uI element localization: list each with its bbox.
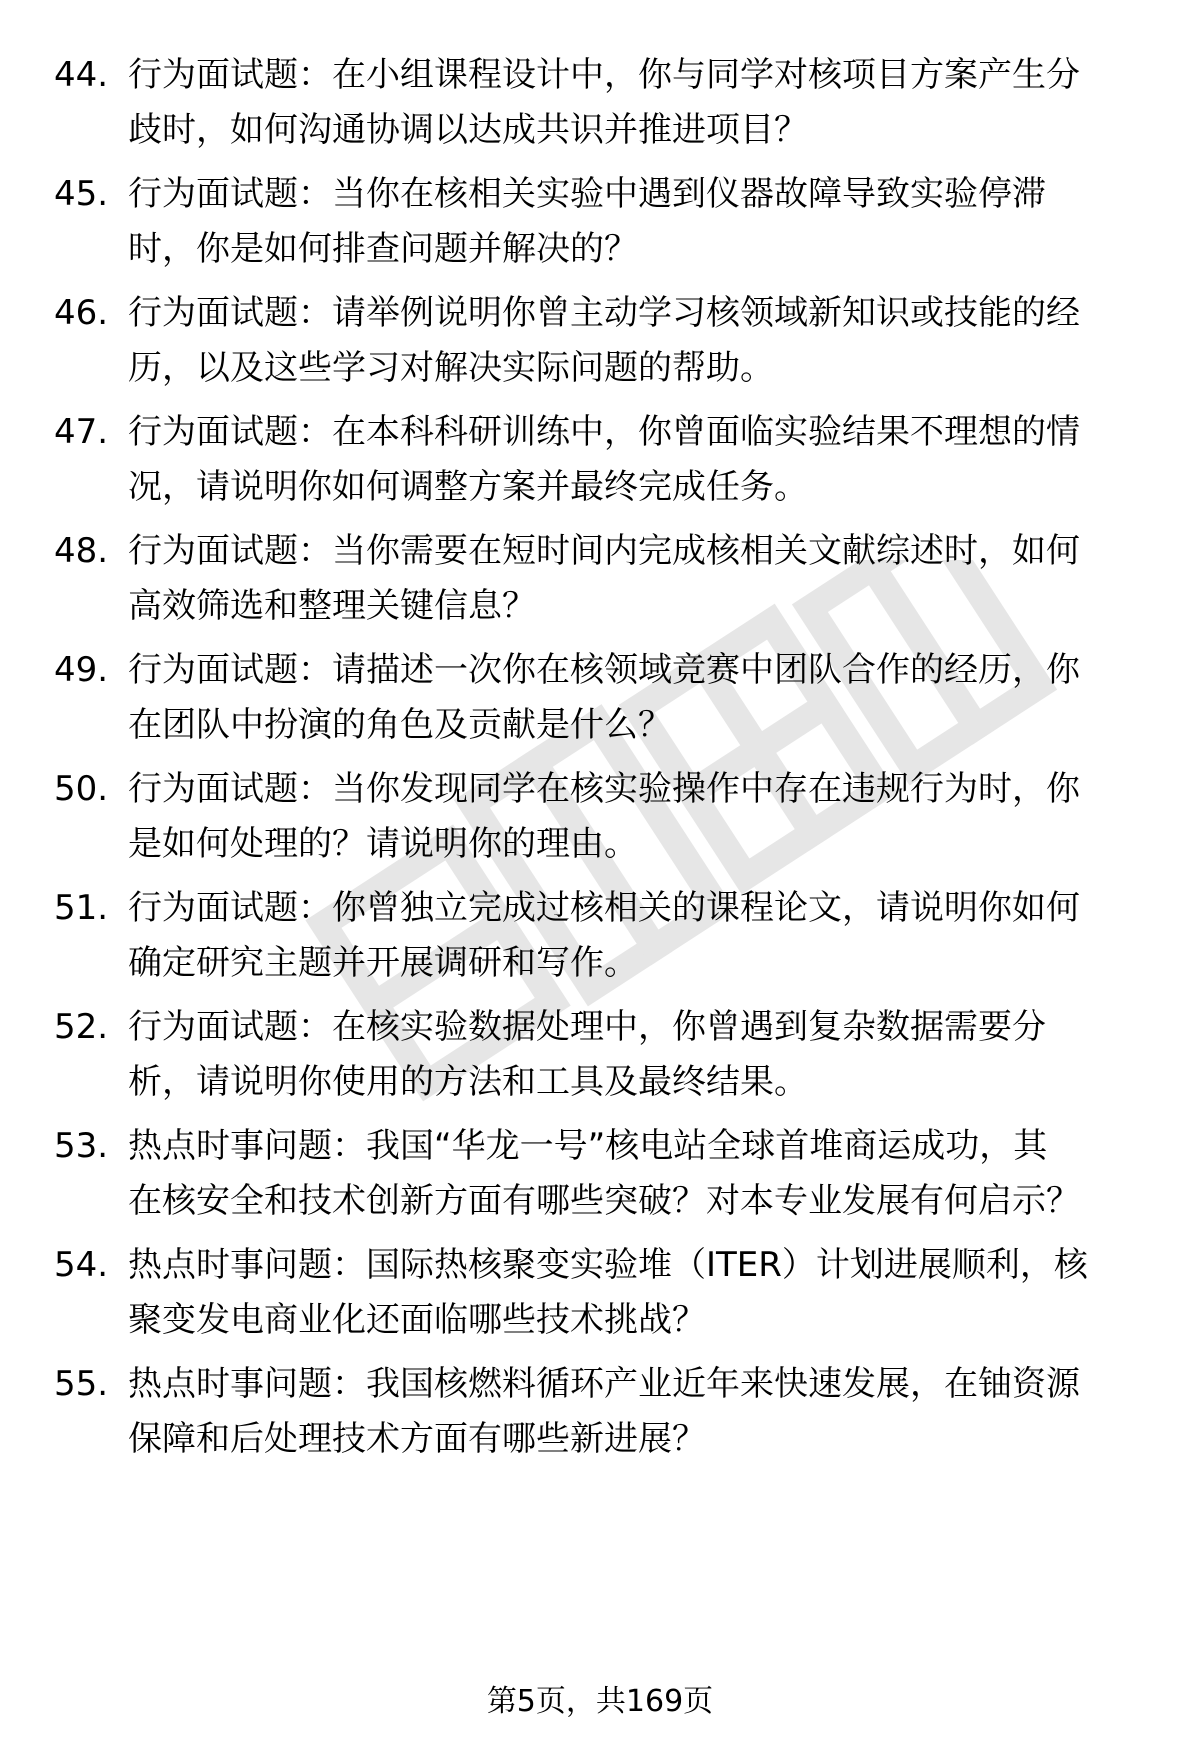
item-text-line: 时，你是如何排查问题并解决的？ bbox=[128, 229, 638, 269]
item-text-line: 在团队中扮演的角色及贡献是什么？ bbox=[128, 705, 672, 745]
list-item bbox=[0, 405, 1200, 515]
item-text-line: 行为面试题：在核实验数据处理中，你曾遇到复杂数据需要分 bbox=[128, 1007, 1046, 1047]
list-item bbox=[0, 1238, 1200, 1348]
list-item bbox=[0, 1000, 1200, 1110]
list-item bbox=[0, 524, 1200, 634]
item-number: 54. bbox=[54, 1245, 109, 1285]
item-text-line: 行为面试题：当你在核相关实验中遇到仪器故障导致实验停滞 bbox=[128, 174, 1046, 214]
item-number: 46. bbox=[54, 293, 109, 333]
item-text-line: 行为面试题：你曾独立完成过核相关的课程论文，请说明你如何 bbox=[128, 888, 1080, 928]
item-text-line: 况，请说明你如何调整方案并最终完成任务。 bbox=[128, 467, 808, 507]
list-item bbox=[0, 881, 1200, 991]
list-item bbox=[0, 1357, 1200, 1467]
list-item bbox=[0, 167, 1200, 277]
item-number: 55. bbox=[54, 1364, 109, 1404]
item-text-line: 行为面试题：在本科科研训练中，你曾面临实验结果不理想的情 bbox=[128, 412, 1080, 452]
item-number: 45. bbox=[54, 174, 109, 214]
item-number: 52. bbox=[54, 1007, 109, 1047]
list-item bbox=[0, 643, 1200, 753]
item-text-line: 是如何处理的？请说明你的理由。 bbox=[128, 824, 638, 864]
item-number: 49. bbox=[54, 650, 109, 690]
item-text-line: 行为面试题：请描述一次你在核领域竞赛中团队合作的经历，你 bbox=[128, 650, 1080, 690]
item-text-line: 高效筛选和整理关键信息？ bbox=[128, 586, 536, 626]
item-number: 51. bbox=[54, 888, 109, 928]
item-text-line: 行为面试题：在小组课程设计中，你与同学对核项目方案产生分 bbox=[128, 55, 1080, 95]
item-text-line: 歧时，如何沟通协调以达成共识并推进项目？ bbox=[128, 110, 808, 150]
item-text-line: 析，请说明你使用的方法和工具及最终结果。 bbox=[128, 1062, 808, 1102]
item-number: 53. bbox=[54, 1126, 109, 1166]
item-text-line: 热点时事问题：我国核燃料循环产业近年来快速发展，在铀资源 bbox=[128, 1364, 1080, 1404]
list-item bbox=[0, 1119, 1200, 1229]
item-number: 47. bbox=[54, 412, 109, 452]
list-item bbox=[0, 48, 1200, 158]
item-text-line: 保障和后处理技术方面有哪些新进展？ bbox=[128, 1419, 706, 1459]
item-text-line: 确定研究主题并开展调研和写作。 bbox=[128, 943, 638, 983]
item-number: 44. bbox=[54, 55, 109, 95]
item-text-line: 行为面试题：当你发现同学在核实验操作中存在违规行为时，你 bbox=[128, 769, 1080, 809]
item-number: 48. bbox=[54, 531, 109, 571]
item-text-line: 历，以及这些学习对解决实际问题的帮助。 bbox=[128, 348, 774, 388]
item-text-line: 行为面试题：请举例说明你曾主动学习核领域新知识或技能的经 bbox=[128, 293, 1080, 333]
item-text-line: 热点时事问题：我国“华龙一号”核电站全球首堆商运成功，其 bbox=[128, 1126, 1048, 1166]
item-text-line: 热点时事问题：国际热核聚变实验堆（ITER）计划进展顺利，核 bbox=[128, 1245, 1088, 1285]
list-item bbox=[0, 762, 1200, 872]
item-text-line: 行为面试题：当你需要在短时间内完成核相关文献综述时，如何 bbox=[128, 531, 1080, 571]
list-item bbox=[0, 286, 1200, 396]
item-number: 50. bbox=[54, 769, 109, 809]
page-number-footer: 第5页，共169页 bbox=[486, 1684, 714, 1719]
item-text-line: 聚变发电商业化还面临哪些技术挑战？ bbox=[128, 1300, 706, 1340]
item-text-line: 在核安全和技术创新方面有哪些突破？对本专业发展有何启示？ bbox=[128, 1181, 1080, 1221]
